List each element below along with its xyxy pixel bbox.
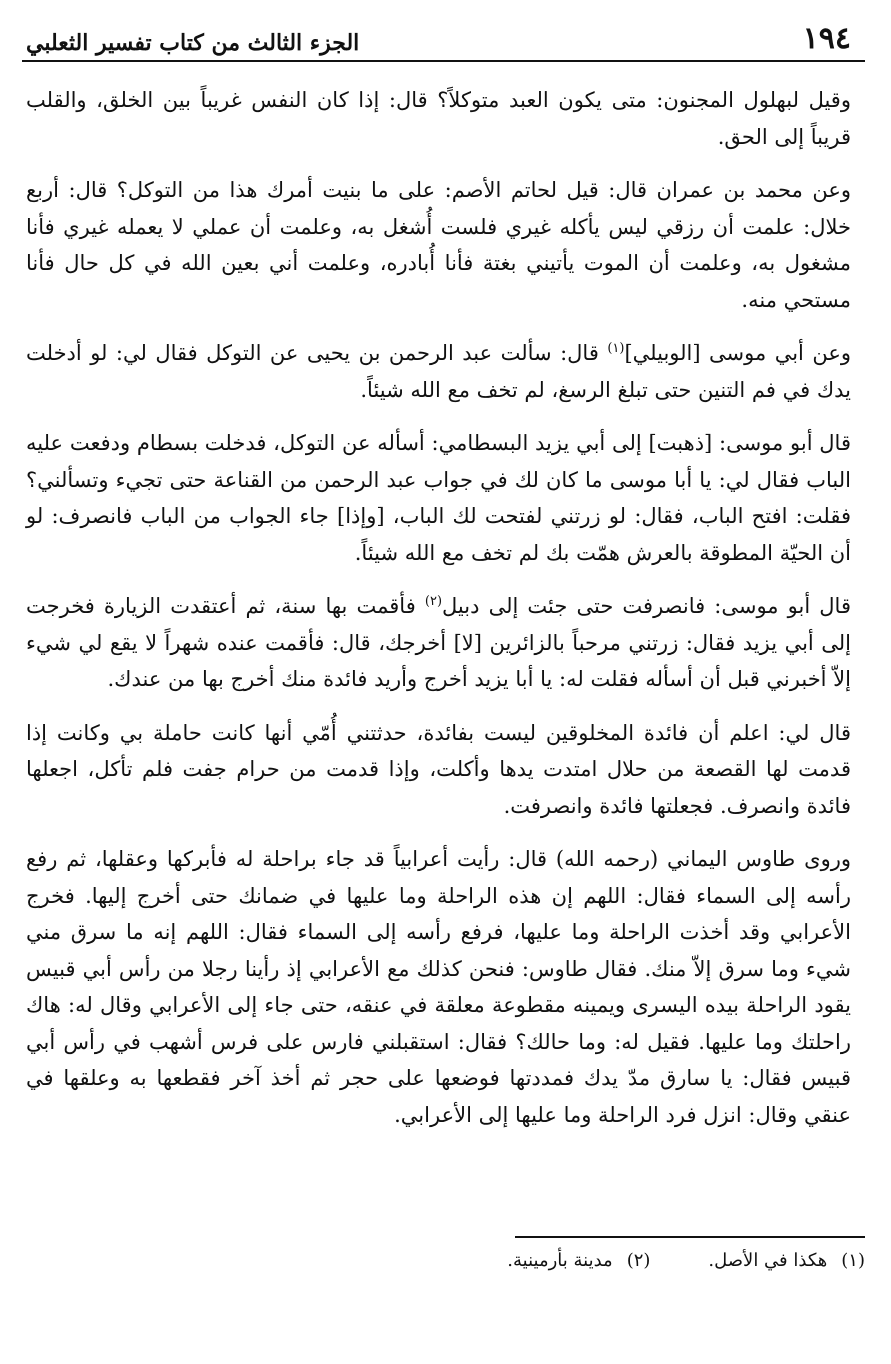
page-body bbox=[22, 82, 865, 1133]
footnote-number: (١) bbox=[841, 1250, 865, 1271]
paragraph: قال أبو موسى: [ذهبت] إلى أبي يزيد البسطامي: أسأله عن التوكل، فدخلت بسطام ودفعت عليه الباب فقال لي: يا أبا موسى ما كان لك في جواب عبد الرحمن من القناعة حتى تجيء وتسألني؟ فقلت: افتح الباب، فقال: لو زرتني لفتحت لك الباب، [وإذا] جاء الجواب من الباب فانصرف: لو أن الحيّة المطوقة بالعرش همّت بك لم تخف مع الله شيئاً. bbox=[26, 431, 851, 565]
footnote bbox=[507, 1250, 650, 1271]
footnote-divider bbox=[515, 1236, 865, 1238]
paragraph-text: قال أبو موسى: فانصرفت حتى جئت إلى دبيل bbox=[442, 594, 851, 618]
paragraph bbox=[26, 588, 851, 698]
footnotes bbox=[507, 1250, 865, 1271]
paragraph: وعن محمد بن عمران قال: قيل لحاتم الأصم: على ما بنيت أمرك هذا من التوكل؟ قال: أربع خلال: علمت أن رزقي ليس يأكله غيري فلست أُشغل به، وعلمت أن عملي لا يعمله غيري فأنا مشغول به، وعلمت أن الموت يأتيني بغتة فأنا أُبادره، وعلمت أني بعين الله في كل حال فأنا مستحي منه. bbox=[26, 178, 851, 312]
paragraph-text: فأقمت بها سنة، ثم أعتقدت الزيارة فخرجت إلى أبي يزيد فقال: زرتني مرحباً بالزائرين [لا] أخرجك، قال: فأقمت عنده شهراً لا يقع لي شيء إلاّ أخبرني قبل أن أسأله فقلت له: يا أبا يزيد أخرج وأريد فائدة منك أخرج بها من عندك. bbox=[26, 594, 851, 691]
paragraph-text: وعن أبي موسى [الوبيلي] bbox=[624, 341, 851, 365]
paragraph bbox=[26, 335, 851, 408]
running-title: الجزء الثالث من كتاب تفسير الثعلبي bbox=[26, 30, 360, 56]
paragraph: وقيل لبهلول المجنون: متى يكون العبد متوكلاً؟ قال: إذا كان النفس غريباً بين الخلق، والقلب قريباً إلى الحق. bbox=[26, 88, 851, 149]
footnote-marker: (٢) bbox=[424, 594, 443, 609]
paragraph-text: قال: سألت عبد الرحمن بن يحيى عن التوكل فقال لي: لو أدخلت يدك في فم التنين حتى تبلغ الرسغ، لم تخف مع الله شيئاً. bbox=[26, 341, 851, 402]
footnote-text: هكذا في الأصل. bbox=[708, 1250, 828, 1271]
paragraph: قال لي: اعلم أن فائدة المخلوقين ليست بفائدة، حدثتني أُمّي أنها كانت حاملة بي وكانت إذا قدمت لها القصعة من حلال امتدت يدها وأكلت، وإذا قدمت من حرام جفت فلم تأكل، اجعلها فائدة وانصرف. فجعلتها فائدة وانصرفت. bbox=[26, 720, 851, 818]
page-number: ١٩٤ bbox=[802, 21, 851, 56]
paragraph: وروى طاوس اليماني (رحمه الله) قال: رأيت أعرابياً قد جاء براحلة له فأبركها وعقلها، ثم رفع رأسه إلى السماء فقال: اللهم إن هذه الراحلة وما عليها في ضمانك حتى أخرج إليها. فخرج الأعرابي وقد أخذت الراحلة وما عليها، فرفع رأسه إلى السماء فقال: اللهم إنه ما سرق مني شيء وما سرق إلاّ منك. فقال طاوس: فنحن كذلك مع الأعرابي إذ رأينا رجلا من رأس أبي قبيس يقود الراحلة بيده اليسرى ويمينه مقطوعة معلقة في عنقه، حتى جاء إلى الأعرابي وقال له: هاك راحلتك وما عليها. فقيل له: وما حالك؟ فقال: استقبلني فارس على فرس أشهب في رأس أبي قبيس فقال: يا سارق مدّ يدك فمددتها فوضعها على حجر ثم أخذ آخر فقطعها به وعلقها في عنقي وقال: انزل فرد الراحلة وما عليها إلى الأعرابي. bbox=[26, 847, 851, 1127]
page-header bbox=[22, 8, 865, 62]
footnote bbox=[708, 1250, 865, 1271]
footnote-marker: (١) bbox=[607, 341, 625, 356]
footnote-number: (٢) bbox=[626, 1250, 651, 1271]
footnote-text: مدينة بأرمينية. bbox=[507, 1250, 613, 1271]
